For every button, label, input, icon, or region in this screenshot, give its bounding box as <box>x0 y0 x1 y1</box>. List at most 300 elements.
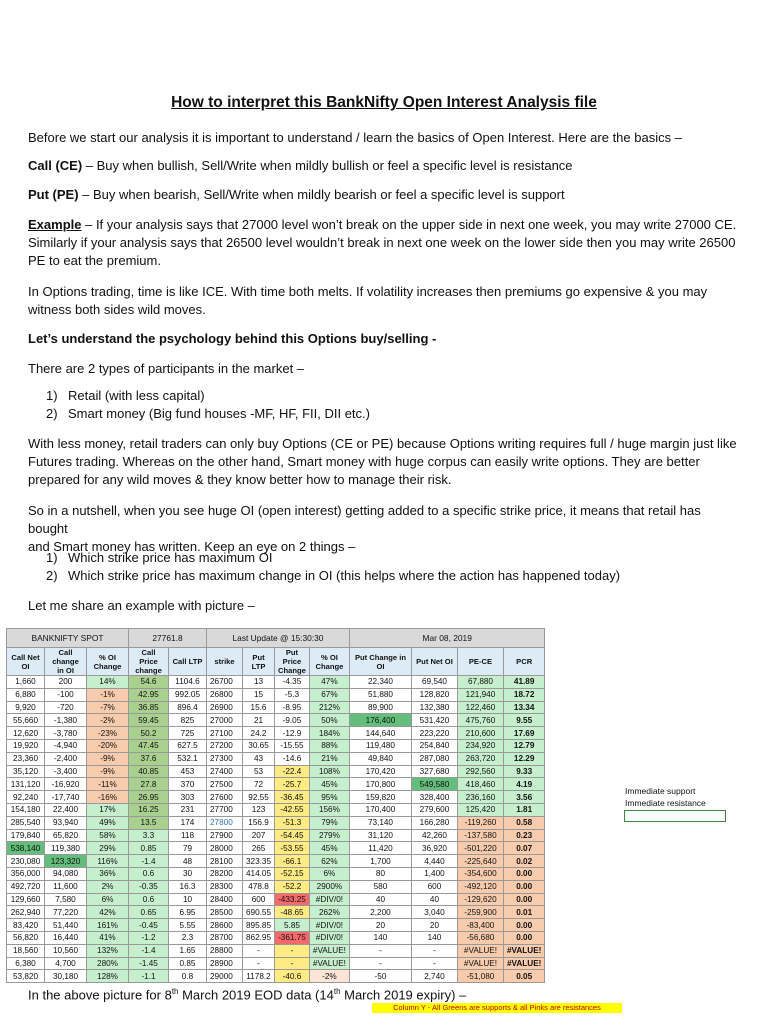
final-line: In the above picture for 8th March 2019 EOD data (14th March 2019 expiry) – <box>28 987 467 1003</box>
table-cell: 79 <box>169 842 207 855</box>
table-cell: 36,920 <box>411 842 457 855</box>
list-item: 1) Which strike price has maximum OI <box>46 550 273 565</box>
spot-value: 27761.8 <box>129 629 207 648</box>
table-cell: 9.55 <box>503 714 544 727</box>
table-cell: 119,480 <box>349 739 411 752</box>
table-cell: 24.2 <box>243 727 275 740</box>
participants-intro: There are 2 types of participants in the market – <box>28 361 305 376</box>
table-cell: 40 <box>349 893 411 906</box>
table-cell: 418,460 <box>457 778 503 791</box>
table-cell: -1.1 <box>129 970 169 983</box>
table-cell: -23% <box>87 727 129 740</box>
table-cell: 49% <box>87 816 129 829</box>
table-cell: 31,120 <box>349 829 411 842</box>
table-cell: 27500 <box>207 778 243 791</box>
table-cell: #VALUE! <box>457 944 503 957</box>
table-row <box>7 714 545 727</box>
column-header: % OI Change <box>87 648 129 676</box>
ice-line-1: In Options trading, time is like ICE. With time both melts. If volatility increases then premiums go expensive & you may <box>28 284 708 299</box>
table-cell: -1% <box>87 688 129 701</box>
table-cell: - <box>349 944 411 957</box>
table-cell: 26.95 <box>129 791 169 804</box>
table-cell: 170,400 <box>349 803 411 816</box>
table-cell: -36.45 <box>275 791 310 804</box>
table-cell: 20 <box>411 919 457 932</box>
table-cell: 166,280 <box>411 816 457 829</box>
table-cell: 1,660 <box>7 676 45 689</box>
table-cell: 41% <box>87 931 129 944</box>
table-cell: 0.00 <box>503 931 544 944</box>
table-cell: 1,400 <box>411 867 457 880</box>
table-date: Mar 08, 2019 <box>349 629 544 648</box>
table-cell: 125,420 <box>457 803 503 816</box>
share-line: Let me share an example with picture – <box>28 598 255 613</box>
table-cell: 13.34 <box>503 701 544 714</box>
table-cell: 265 <box>243 842 275 855</box>
table-cell: 30 <box>169 867 207 880</box>
table-cell: 478.8 <box>243 880 275 893</box>
column-header: Put LTP <box>243 648 275 676</box>
table-cell: 28500 <box>207 906 243 919</box>
column-header: % OI Change <box>309 648 349 676</box>
example-paragraph <box>28 216 740 270</box>
table-cell: 3.3 <box>129 829 169 842</box>
table-cell: 2% <box>87 880 129 893</box>
selected-cell <box>624 810 726 822</box>
table-cell: -3,400 <box>45 765 87 778</box>
table-cell: 88% <box>309 739 349 752</box>
table-cell: 285,540 <box>7 816 45 829</box>
intro-paragraph: Before we start our analysis it is important to understand / learn the basics of Open Interest. Here are the basics – <box>28 130 682 145</box>
table-cell: 50.2 <box>129 727 169 740</box>
table-cell: 6% <box>309 867 349 880</box>
table-cell: 80 <box>349 867 411 880</box>
table-cell: 1178.2 <box>243 970 275 983</box>
table-cell: 600 <box>411 880 457 893</box>
table-cell: 580 <box>349 880 411 893</box>
table-cell: 30.65 <box>243 739 275 752</box>
table-cell: -56,680 <box>457 931 503 944</box>
oi-analysis-table <box>6 628 545 983</box>
table-cell: 262% <box>309 906 349 919</box>
spot-label: BANKNIFTY SPOT <box>7 629 129 648</box>
table-cell: 0.00 <box>503 919 544 932</box>
table-cell: -2% <box>87 714 129 727</box>
table-cell: 862.95 <box>243 931 275 944</box>
table-cell: -4,940 <box>45 739 87 752</box>
table-cell: -51.3 <box>275 816 310 829</box>
table-cell: 28800 <box>207 944 243 957</box>
table-cell: 10 <box>169 893 207 906</box>
table-cell: 328,400 <box>411 791 457 804</box>
table-cell: 48 <box>169 855 207 868</box>
table-cell: -16% <box>87 791 129 804</box>
table-cell: 1,700 <box>349 855 411 868</box>
table-cell: 55,660 <box>7 714 45 727</box>
table-cell: 26800 <box>207 688 243 701</box>
table-cell: -259,900 <box>457 906 503 919</box>
table-cell: 47% <box>309 676 349 689</box>
table-cell: 4,700 <box>45 957 87 970</box>
table-cell: 118 <box>169 829 207 842</box>
table-cell: - <box>275 957 310 970</box>
table-cell: 230,080 <box>7 855 45 868</box>
table-cell: 0.00 <box>503 867 544 880</box>
table-cell: 176,400 <box>349 714 411 727</box>
table-cell: 93,940 <box>45 816 87 829</box>
table-cell: 262,940 <box>7 906 45 919</box>
table-cell: -16,920 <box>45 778 87 791</box>
table-cell: - <box>411 957 457 970</box>
column-header: Put Change in OI <box>349 648 411 676</box>
table-cell: 119,380 <box>45 842 87 855</box>
table-cell: 27.8 <box>129 778 169 791</box>
table-cell: 28200 <box>207 867 243 880</box>
table-cell: #VALUE! <box>309 944 349 957</box>
table-row <box>7 842 545 855</box>
table-cell: 184% <box>309 727 349 740</box>
table-cell: -54.45 <box>275 829 310 842</box>
table-row <box>7 688 545 701</box>
table-cell: 0.00 <box>503 893 544 906</box>
table-cell: -20% <box>87 739 129 752</box>
table-cell: -7% <box>87 701 129 714</box>
example-line-1: – If your analysis says that 27000 level won’t break on the upper side in next one week, you may write 27000 CE. <box>81 217 737 232</box>
table-cell: 41.89 <box>503 676 544 689</box>
table-cell: -1.45 <box>129 957 169 970</box>
table-cell: 16,440 <box>45 931 87 944</box>
table-cell: 0.65 <box>129 906 169 919</box>
table-cell: 303 <box>169 791 207 804</box>
table-cell: 279% <box>309 829 349 842</box>
table-cell: 73,140 <box>349 816 411 829</box>
table-cell: 49,840 <box>349 752 411 765</box>
table-row <box>7 970 545 983</box>
table-cell: 0.07 <box>503 842 544 855</box>
column-header: Call change in OI <box>45 648 87 676</box>
table-cell: 59.45 <box>129 714 169 727</box>
table-cell: 0.00 <box>503 880 544 893</box>
table-cell: 35,120 <box>7 765 45 778</box>
table-cell: -1,380 <box>45 714 87 727</box>
table-cell: 236,160 <box>457 791 503 804</box>
table-cell: 123,320 <box>45 855 87 868</box>
table-cell: 174 <box>169 816 207 829</box>
table-cell: 2900% <box>309 880 349 893</box>
table-cell: 6,380 <box>7 957 45 970</box>
table-cell: 14% <box>87 676 129 689</box>
table-cell: 13.5 <box>129 816 169 829</box>
table-cell: -40.6 <box>275 970 310 983</box>
nutshell-line-2: and Smart money has written. Keep an eye on 2 things – <box>28 539 356 554</box>
table-cell: 896.4 <box>169 701 207 714</box>
table-cell: 200 <box>45 676 87 689</box>
table-cell: 28900 <box>207 957 243 970</box>
table-cell: 11,420 <box>349 842 411 855</box>
table-cell: 6% <box>87 893 129 906</box>
table-cell: 549,580 <box>411 778 457 791</box>
table-cell: 42.95 <box>129 688 169 701</box>
table-cell: 129,660 <box>7 893 45 906</box>
table-row <box>7 727 545 740</box>
table-cell: - <box>243 957 275 970</box>
table-cell: 15 <box>243 688 275 701</box>
table-cell: 62% <box>309 855 349 868</box>
table-cell: 2.3 <box>169 931 207 944</box>
table-cell: 27900 <box>207 829 243 842</box>
table-cell: 92,240 <box>7 791 45 804</box>
table-top-row <box>7 629 545 648</box>
table-cell: -433.25 <box>275 893 310 906</box>
table-cell: 9.33 <box>503 765 544 778</box>
table-cell: 475,760 <box>457 714 503 727</box>
column-header: Call Net OI <box>7 648 45 676</box>
table-cell: 132,380 <box>411 701 457 714</box>
table-cell: 123 <box>243 803 275 816</box>
table-cell: -225,640 <box>457 855 503 868</box>
nutshell-line-1: So in a nutshell, when you see huge OI (open interest) getting added to a specific strike price, it means that retail has bought <box>28 503 701 536</box>
column-header: Put Price Change <box>275 648 310 676</box>
table-cell: -12.9 <box>275 727 310 740</box>
nutshell-paragraph <box>28 502 740 556</box>
table-cell: 28100 <box>207 855 243 868</box>
table-cell: 538,140 <box>7 842 45 855</box>
table-cell: -361.75 <box>275 931 310 944</box>
put-definition <box>28 186 740 204</box>
table-cell: -0.35 <box>129 880 169 893</box>
table-cell: -0.45 <box>129 919 169 932</box>
table-cell: 327,680 <box>411 765 457 778</box>
table-cell: -2,400 <box>45 752 87 765</box>
last-update: Last Update @ 15:30:30 <box>207 629 350 648</box>
table-cell: 0.6 <box>129 893 169 906</box>
table-cell: 280% <box>87 957 129 970</box>
table-cell: 21% <box>309 752 349 765</box>
table-cell: 531,420 <box>411 714 457 727</box>
table-cell: 6,880 <box>7 688 45 701</box>
table-cell: 170,800 <box>349 778 411 791</box>
table-cell: 12.29 <box>503 752 544 765</box>
table-cell: -1.2 <box>129 931 169 944</box>
table-cell: 600 <box>243 893 275 906</box>
table-cell: 2,200 <box>349 906 411 919</box>
table-cell: 13 <box>243 676 275 689</box>
table-cell: 1.65 <box>169 944 207 957</box>
table-row <box>7 701 545 714</box>
table-cell: 30,180 <box>45 970 87 983</box>
table-cell: 212% <box>309 701 349 714</box>
table-cell: 287,080 <box>411 752 457 765</box>
table-cell: -137,580 <box>457 829 503 842</box>
table-cell: 161% <box>87 919 129 932</box>
table-cell: - <box>411 944 457 957</box>
list-item: 1) Retail (with less capital) <box>46 388 205 403</box>
table-cell: 27200 <box>207 739 243 752</box>
table-cell: -53.55 <box>275 842 310 855</box>
table-cell: 144,640 <box>349 727 411 740</box>
table-cell: 6.95 <box>169 906 207 919</box>
table-cell: -1.4 <box>129 855 169 868</box>
table-cell: 27600 <box>207 791 243 804</box>
table-cell: 28700 <box>207 931 243 944</box>
table-cell: 4,440 <box>411 855 457 868</box>
table-cell: #DIV/0! <box>309 893 349 906</box>
table-cell: 453 <box>169 765 207 778</box>
column-header: PCR <box>503 648 544 676</box>
table-cell: 22,400 <box>45 803 87 816</box>
table-header-row <box>7 648 545 676</box>
table-cell: 36% <box>87 867 129 880</box>
table-cell: 210,600 <box>457 727 503 740</box>
table-cell: 10,560 <box>45 944 87 957</box>
participants-list <box>28 387 370 423</box>
note-support: Immediate support <box>625 786 696 796</box>
table-cell: -11% <box>87 778 129 791</box>
table-row <box>7 739 545 752</box>
ice-paragraph <box>28 283 740 319</box>
table-cell: 23,360 <box>7 752 45 765</box>
table-cell: 28600 <box>207 919 243 932</box>
table-cell: #VALUE! <box>309 957 349 970</box>
table-cell: -3,780 <box>45 727 87 740</box>
table-cell: 28400 <box>207 893 243 906</box>
note-resistance: Immediate resistance <box>625 798 706 808</box>
table-cell: 29% <box>87 842 129 855</box>
table-cell: 131,120 <box>7 778 45 791</box>
table-cell: 18.72 <box>503 688 544 701</box>
column-header: strike <box>207 648 243 676</box>
table-cell: 0.6 <box>129 867 169 880</box>
table-cell: 279,600 <box>411 803 457 816</box>
table-cell: 65,820 <box>45 829 87 842</box>
table-cell: 89,900 <box>349 701 411 714</box>
table-cell: 116% <box>87 855 129 868</box>
table-cell: 69,540 <box>411 676 457 689</box>
money-paragraph <box>28 435 740 489</box>
table-cell: 128,820 <box>411 688 457 701</box>
table-cell: 56,820 <box>7 931 45 944</box>
table-cell: -22.4 <box>275 765 310 778</box>
money-line-2: Futures trading. Whereas on the other hand, Smart money with huge corpus can easily write options. They are better <box>28 454 700 469</box>
table-cell: - <box>243 944 275 957</box>
table-cell: 7,580 <box>45 893 87 906</box>
table-cell: -83,400 <box>457 919 503 932</box>
table-cell: 154,180 <box>7 803 45 816</box>
table-cell: 53,820 <box>7 970 45 983</box>
table-cell: 170,420 <box>349 765 411 778</box>
table-row <box>7 867 545 880</box>
table-cell: 223,220 <box>411 727 457 740</box>
table-cell: -9% <box>87 752 129 765</box>
table-footnote: Column Y - All Greens are supports & all Pinks are resistances <box>372 1003 622 1013</box>
table-cell: 29000 <box>207 970 243 983</box>
table-row <box>7 765 545 778</box>
table-row <box>7 931 545 944</box>
table-cell: 17% <box>87 803 129 816</box>
table-cell: -42.55 <box>275 803 310 816</box>
table-cell: 40 <box>411 893 457 906</box>
table-cell: 0.85 <box>169 957 207 970</box>
example-line-3: PE to eat the premium. <box>28 253 161 268</box>
table-cell: 356,000 <box>7 867 45 880</box>
list-item: 2) Which strike price has maximum change in OI (this helps where the action has happened today) <box>46 568 621 583</box>
table-cell: -354,600 <box>457 867 503 880</box>
table-cell: -129,620 <box>457 893 503 906</box>
table-cell: 323.35 <box>243 855 275 868</box>
table-cell: 12.79 <box>503 739 544 752</box>
money-line-3: prepared for any wild moves & they know better how to manage their risk. <box>28 472 452 487</box>
table-cell: 0.02 <box>503 855 544 868</box>
table-row <box>7 957 545 970</box>
table-row <box>7 791 545 804</box>
table-cell: 67,880 <box>457 676 503 689</box>
table-cell: 45% <box>309 842 349 855</box>
table-cell: 140 <box>349 931 411 944</box>
table-cell: 15.6 <box>243 701 275 714</box>
table-cell: - <box>349 957 411 970</box>
table-cell: -119,260 <box>457 816 503 829</box>
table-cell: 0.85 <box>129 842 169 855</box>
table-cell: 156.9 <box>243 816 275 829</box>
table-cell: - <box>275 944 310 957</box>
table-cell: 51,880 <box>349 688 411 701</box>
table-row <box>7 803 545 816</box>
table-cell: #VALUE! <box>457 957 503 970</box>
example-line-2: Similarly if your analysis says that 26500 level wouldn’t break in next one week on the lower side then you may write 26500 <box>28 235 736 250</box>
table-cell: 67% <box>309 688 349 701</box>
list-item: 2) Smart money (Big fund houses -MF, HF, FII, DII etc.) <box>46 406 370 421</box>
table-cell: -100 <box>45 688 87 701</box>
table-cell: 5.55 <box>169 919 207 932</box>
things-list <box>28 549 620 585</box>
table-cell: 27800 <box>207 816 243 829</box>
table-cell: 42% <box>87 906 129 919</box>
table-cell: 414.05 <box>243 867 275 880</box>
table-cell: 58% <box>87 829 129 842</box>
table-cell: 234,920 <box>457 739 503 752</box>
table-cell: 53 <box>243 765 275 778</box>
table-cell: #VALUE! <box>503 957 544 970</box>
column-header: Call Price change <box>129 648 169 676</box>
table-cell: 45% <box>309 778 349 791</box>
table-cell: -8.95 <box>275 701 310 714</box>
column-header: Put Net OI <box>411 648 457 676</box>
table-cell: 0.58 <box>503 816 544 829</box>
table-cell: 42,260 <box>411 829 457 842</box>
put-label: Put (PE) <box>28 187 79 202</box>
table-cell: 27300 <box>207 752 243 765</box>
table-cell: 0.8 <box>169 970 207 983</box>
call-label: Call (CE) <box>28 158 83 173</box>
table-cell: 77,220 <box>45 906 87 919</box>
table-cell: -52.15 <box>275 867 310 880</box>
table-cell: 20 <box>349 919 411 932</box>
table-cell: 207 <box>243 829 275 842</box>
column-header: Call LTP <box>169 648 207 676</box>
table-cell: 140 <box>411 931 457 944</box>
table-cell: 17.69 <box>503 727 544 740</box>
table-cell: 27400 <box>207 765 243 778</box>
page-title: How to interpret this BankNifty Open Interest Analysis file <box>171 94 597 111</box>
table-row <box>7 829 545 842</box>
money-line-1: With less money, retail traders can only buy Options (CE or PE) because Options writing requires full / huge margin just like <box>28 436 737 451</box>
table-cell: 254,840 <box>411 739 457 752</box>
oi-table-container <box>6 628 545 983</box>
table-cell: -14.6 <box>275 752 310 765</box>
table-cell: 0.23 <box>503 829 544 842</box>
table-cell: 128% <box>87 970 129 983</box>
table-row <box>7 752 545 765</box>
